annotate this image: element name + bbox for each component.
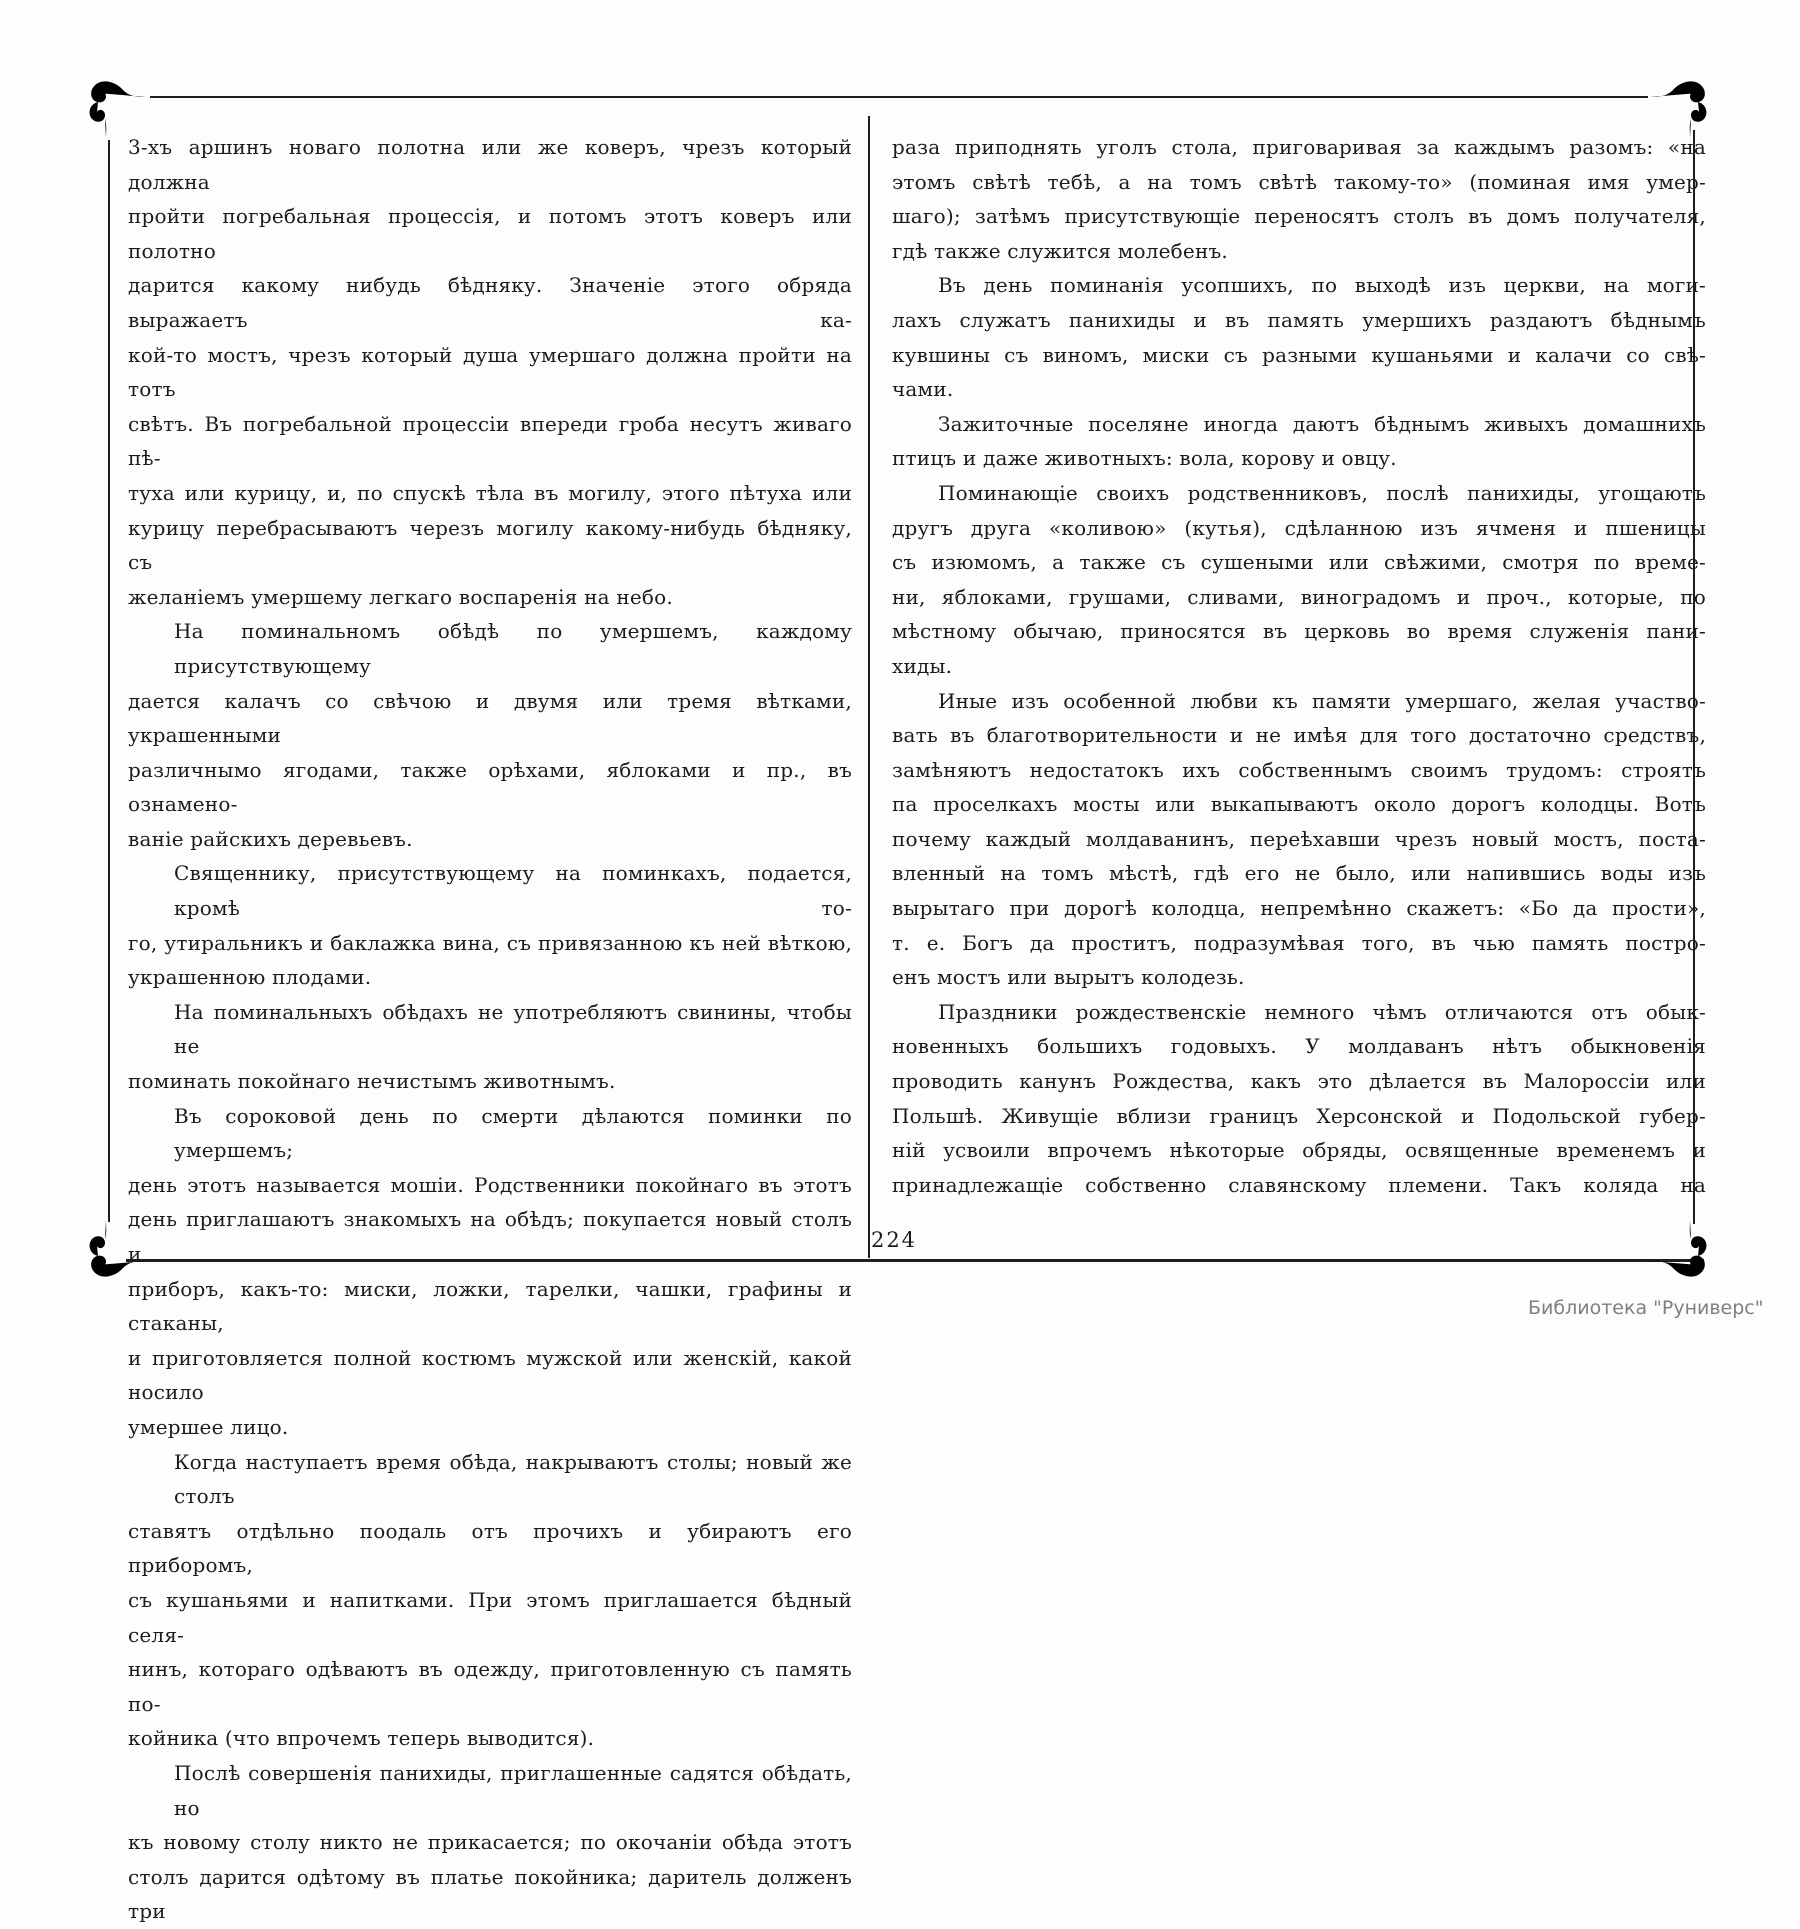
page-number: 224 xyxy=(870,1228,918,1252)
text-line: шаго); затѣмъ присутствующіе переносятъ столъ въ домъ получателя, xyxy=(892,204,1706,229)
text-line: Праздники рождественскіе немного чѣмъ отличаются отъ обык- xyxy=(938,999,1706,1024)
text-line: замѣняютъ недостатокъ ихъ собственнымъ своимъ трудомъ: строятъ xyxy=(892,757,1706,782)
text-line: пройти погребальная процессія, и потомъ этотъ коверъ или полотно xyxy=(128,204,852,263)
text-line: день этотъ называется мошіи. Родственники покойнаго въ этотъ xyxy=(128,1172,852,1197)
text-line: па проселкахъ мосты или выкапываютъ около дорогъ колодцы. Вотъ xyxy=(892,792,1706,817)
text-line: съ изюмомъ, а также съ сушеными или свѣжими, смотря по време- xyxy=(892,550,1706,575)
text-line: нинъ, котораго одѣваютъ въ одежду, приготовленную съ память по- xyxy=(128,1657,852,1716)
paragraph xyxy=(128,1099,852,1445)
text-line: курицу перебрасываютъ черезъ могилу какому-нибудь бѣдняку, съ xyxy=(128,515,852,575)
text-line: поминать покойнаго нечистымъ животнымъ. xyxy=(128,1069,616,1094)
text-line: Польшѣ. Живущіе вблизи границъ Херсонской и Подольской губер- xyxy=(892,1103,1706,1128)
paragraph xyxy=(128,614,852,856)
text-line: хиды. xyxy=(892,653,953,678)
text-line: желаніемъ умершему легкаго воспаренія на небо. xyxy=(128,584,673,609)
text-line: вленный на томъ мѣстѣ, гдѣ его не было, или напившись воды изъ xyxy=(892,861,1706,886)
text-line: чами. xyxy=(892,377,954,402)
paragraph xyxy=(128,130,852,614)
library-watermark: Библиотека "Руниверс" xyxy=(1528,1297,1764,1319)
text-line: т. е. Богъ да проститъ, подразумѣвая того, въ чью память постро- xyxy=(892,930,1706,955)
text-line: Иные изъ особенной любви къ памяти умершаго, желая участво- xyxy=(938,688,1706,713)
text-line: мѣстному обычаю, приносятся въ церковь во время служенія пани- xyxy=(892,619,1706,644)
text-line: свѣтъ. Въ погребальной процессіи впереди гроба несутъ живаго пѣ- xyxy=(128,411,852,471)
text-line: Священнику, присутствующему на поминкахъ, подается, кромѣ то- xyxy=(174,861,852,921)
text-line: гдѣ также служится молебенъ. xyxy=(892,238,1228,263)
text-line: дарится какому нибудь бѣдняку. Значеніе этого обряда выражаетъ ка- xyxy=(128,273,852,332)
text-line: ваніе райскихъ деревьевъ. xyxy=(128,826,413,851)
text-line: день приглашаютъ знакомыхъ на обѣдъ; покупается новый столъ и xyxy=(128,1207,852,1266)
frame-border-left xyxy=(108,140,110,1222)
text-line: Въ сороковой день по смерти дѣлаются поминки по умершемъ; xyxy=(174,1103,852,1163)
text-column-right xyxy=(892,130,1706,1202)
text-line: дается калачъ со свѣчою и двумя или тремя вѣтками, украшенными xyxy=(128,688,852,748)
text-line: украшенною плодами. xyxy=(128,965,372,990)
text-line: кой-то мостъ, чрезъ который душа умершаго должна пройти на тотъ xyxy=(128,342,852,402)
text-line: Зажиточные поселяне иногда даютъ бѣднымъ живыхъ домашнихъ xyxy=(938,411,1706,436)
column-divider xyxy=(868,116,870,1258)
paragraph xyxy=(128,995,852,1099)
text-line: 3-хъ аршинъ новаго полотна или же коверъ, чрезъ который должна xyxy=(128,135,852,194)
text-line: умершее лицо. xyxy=(128,1414,289,1439)
paragraph xyxy=(892,130,1706,268)
text-line: другъ друга «коливою» (кутья), сдѣланною изъ ячменя и пшеницы xyxy=(892,515,1706,540)
text-line: почему каждый молдаванинъ, переѣхавши чрезъ новый мостъ, поста- xyxy=(892,826,1706,851)
text-line: На поминальномъ обѣдѣ по умершемъ, каждому присутствующему xyxy=(174,619,852,678)
text-line: енъ мостъ или вырытъ колодезь. xyxy=(892,965,1245,990)
text-line: птицъ и даже животныхъ: вола, корову и овцу. xyxy=(892,446,1397,471)
paragraph xyxy=(128,1445,852,1756)
text-line: этомъ свѣтѣ тебѣ, а на томъ свѣтѣ такому-то» (поминая имя умер- xyxy=(892,169,1706,194)
text-line: На поминальныхъ обѣдахъ не употребляютъ свинины, чтобы не xyxy=(174,999,852,1059)
text-line: проводить канунъ Рождества, какъ это дѣлается въ Малороссіи или xyxy=(892,1069,1706,1094)
text-line: ни, яблоками, грушами, сливами, виноградомъ и проч., которые, по xyxy=(892,584,1706,609)
paragraph xyxy=(892,268,1706,406)
text-line: Когда наступаетъ время обѣда, накрываютъ столы; новый же столъ xyxy=(174,1449,852,1509)
text-line: лахъ служатъ панихиды и въ память умершихъ раздаютъ бѣднымъ xyxy=(892,307,1706,332)
paragraph xyxy=(892,476,1706,684)
paragraph xyxy=(128,1756,852,1929)
corner-flourish-icon xyxy=(1648,1218,1712,1282)
text-line: туха или курицу, и, по спускѣ тѣла въ могилу, этого пѣтуха или xyxy=(128,480,852,505)
paragraph xyxy=(892,407,1706,476)
text-line: столъ дарится одѣтому въ платье покойника; даритель долженъ три xyxy=(128,1864,852,1924)
text-line: съ кушаньями и напитками. При этомъ приглашается бѣдный селя- xyxy=(128,1587,852,1647)
text-line: Поминающіе своихъ родственниковъ, послѣ панихиды, угощаютъ xyxy=(938,480,1706,505)
text-line: ставятъ отдѣльно поодаль отъ прочихъ и убираютъ его приборомъ, xyxy=(128,1518,852,1578)
text-line: вырытаго при дорогѣ колодца, непремѣнно скажетъ: «Бо да прости», xyxy=(892,896,1706,921)
text-line: го, утиральникъ и баклажка вина, съ привязанною къ ней вѣткою, xyxy=(128,930,852,955)
text-line: Въ день поминанія усопшихъ, по выходѣ изъ церкви, на моги- xyxy=(938,273,1706,298)
text-line: ній усвоили впрочемъ нѣкоторые обряды, освященные временемъ и xyxy=(892,1138,1706,1163)
text-line: и приготовляется полной костюмъ мужской или женскій, какой носило xyxy=(128,1345,852,1405)
paragraph xyxy=(892,684,1706,995)
text-line: къ новому столу никто не прикасается; по окочаніи обѣда этотъ xyxy=(128,1830,852,1855)
paragraph xyxy=(892,995,1706,1203)
text-line: приборъ, какъ-то: миски, ложки, тарелки, чашки, графины и стаканы, xyxy=(128,1276,852,1336)
paragraph xyxy=(128,856,852,994)
frame-border-top xyxy=(150,96,1648,98)
text-line: койника (что впрочемъ теперь выводится). xyxy=(128,1726,595,1751)
text-line: кувшины съ виномъ, миски съ разными кушаньями и калачи со свѣ- xyxy=(892,342,1706,367)
text-line: новенныхъ большихъ годовыхъ. У молдаванъ нѣтъ обыкновенія xyxy=(892,1034,1706,1059)
text-line: вать въ благотворительности и не имѣя для того достаточно средствъ, xyxy=(892,723,1706,748)
text-column-left xyxy=(128,130,852,1929)
text-line: Послѣ совершенія панихиды, приглашенные садятся обѣдать, но xyxy=(174,1760,852,1820)
text-line: различнымо ягодами, также орѣхами, яблоками и пр., въ ознамено- xyxy=(128,757,852,817)
text-line: раза приподнять уголъ стола, приговаривая за каждымъ разомъ: «на xyxy=(892,135,1706,159)
text-line: принадлежащіе собственно славянскому племени. Такъ коляда на xyxy=(892,1172,1706,1197)
